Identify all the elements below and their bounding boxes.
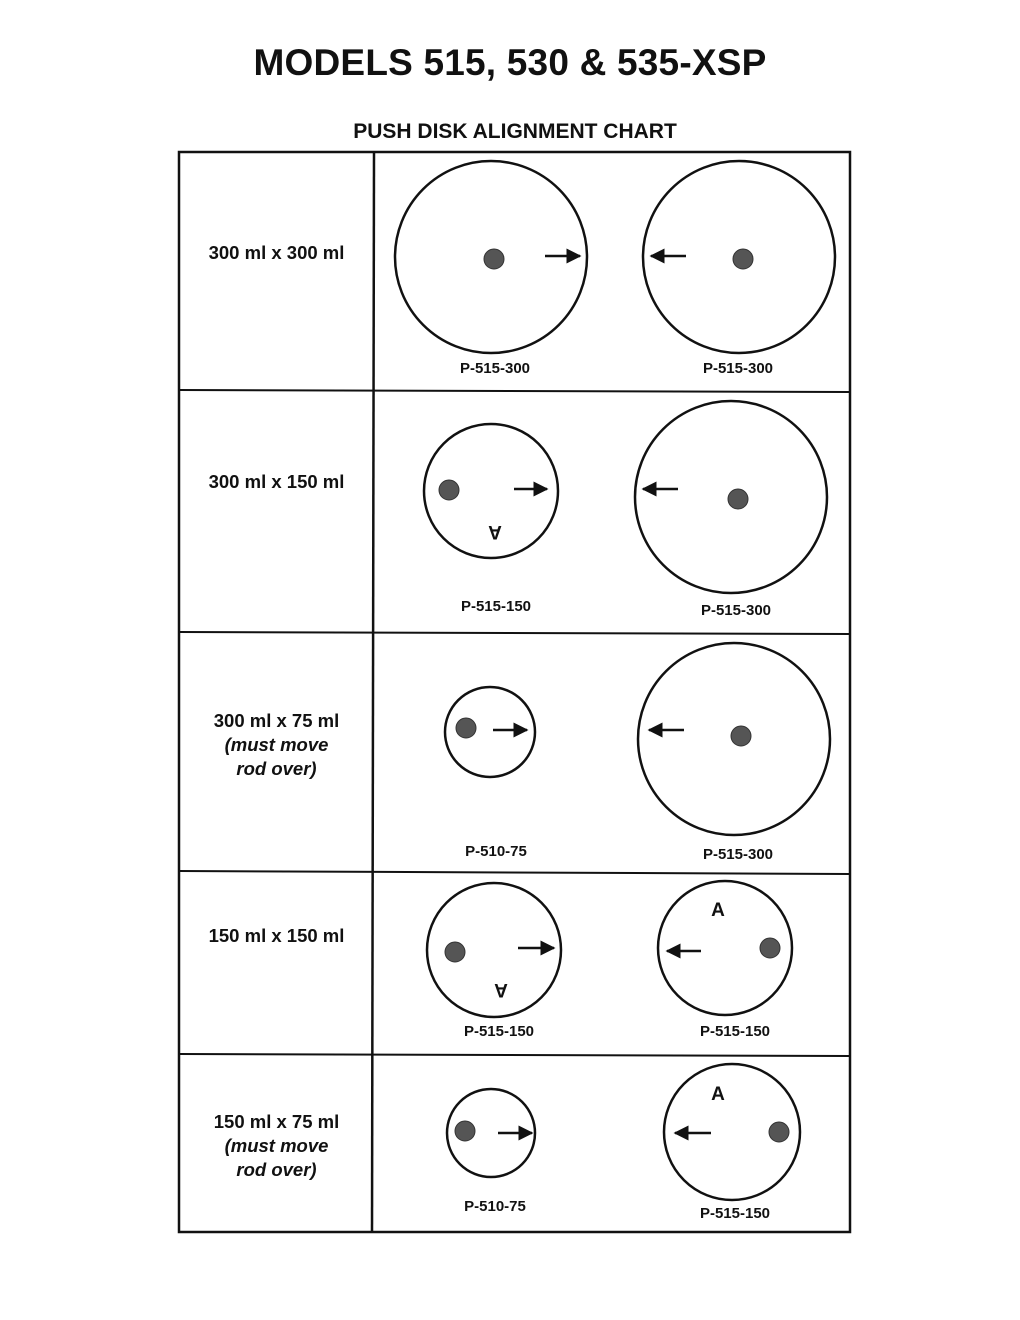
rod-hole-dot: [484, 249, 504, 269]
orientation-mark-a: A: [488, 521, 502, 542]
rod-hole-dot: [769, 1122, 789, 1142]
row-5-left-disk: [447, 1089, 535, 1177]
size-text: 150 ml x 75 ml: [213, 1111, 340, 1132]
part-number-label: P-510-75: [464, 1198, 526, 1215]
rod-hole-dot: [728, 489, 748, 509]
part-number-label: P-515-300: [700, 602, 772, 619]
column-divider: [372, 152, 374, 1232]
row-1-right-disk: [643, 161, 835, 353]
row-2-size-label: [179, 470, 374, 494]
rod-hole-dot: [731, 726, 751, 746]
row-divider-3: [179, 871, 850, 874]
rod-hole-dot: [439, 480, 459, 500]
row-1-left-disk: [395, 161, 587, 353]
orientation-mark-a: A: [494, 979, 508, 1000]
rod-hole-dot: [733, 249, 753, 269]
rod-hole-dot: [455, 1121, 475, 1141]
row-4-size-label: [179, 924, 374, 948]
part-number-label: P-515-150: [460, 598, 532, 615]
chart-subtitle: PUSH DISK ALIGNMENT CHART: [353, 120, 677, 143]
size-text: 300 ml x 300 ml: [208, 242, 345, 263]
row-divider-4: [179, 1054, 850, 1056]
orientation-mark-a: A: [711, 1084, 725, 1105]
rod-hole-dot: [456, 718, 476, 738]
part-number-label: P-515-300: [702, 846, 774, 863]
row-3-size-label: [179, 709, 374, 781]
part-number-label: P-510-75: [465, 843, 527, 860]
rod-hole-dot: [445, 942, 465, 962]
page-title: MODELS 515, 530 & 535-XSP: [253, 42, 767, 83]
orientation-mark-a: A: [711, 900, 725, 921]
table-border: [179, 152, 850, 1232]
size-text: 150 ml x 150 ml: [208, 925, 345, 946]
part-number-label: P-515-150: [699, 1023, 771, 1040]
chart-table-grid: [179, 152, 850, 1232]
part-number-label: P-515-300: [702, 360, 774, 377]
part-number-label: P-515-150: [463, 1023, 535, 1040]
size-note: (must move rod over): [224, 734, 329, 779]
row-2-right-disk: [635, 401, 827, 593]
row-3-left-disk: [445, 687, 535, 777]
size-note: (must move rod over): [224, 1135, 329, 1180]
row-5-size-label: [179, 1110, 374, 1182]
part-number-label: P-515-150: [699, 1205, 771, 1222]
size-text: 300 ml x 150 ml: [208, 471, 345, 492]
size-text: 300 ml x 75 ml: [213, 710, 340, 731]
row-divider-2: [179, 632, 850, 634]
row-3-right-disk: [638, 643, 830, 835]
part-number-label: P-515-300: [459, 360, 531, 377]
rod-hole-dot: [760, 938, 780, 958]
row-divider-1: [179, 390, 850, 392]
row-1-size-label: [179, 241, 374, 265]
